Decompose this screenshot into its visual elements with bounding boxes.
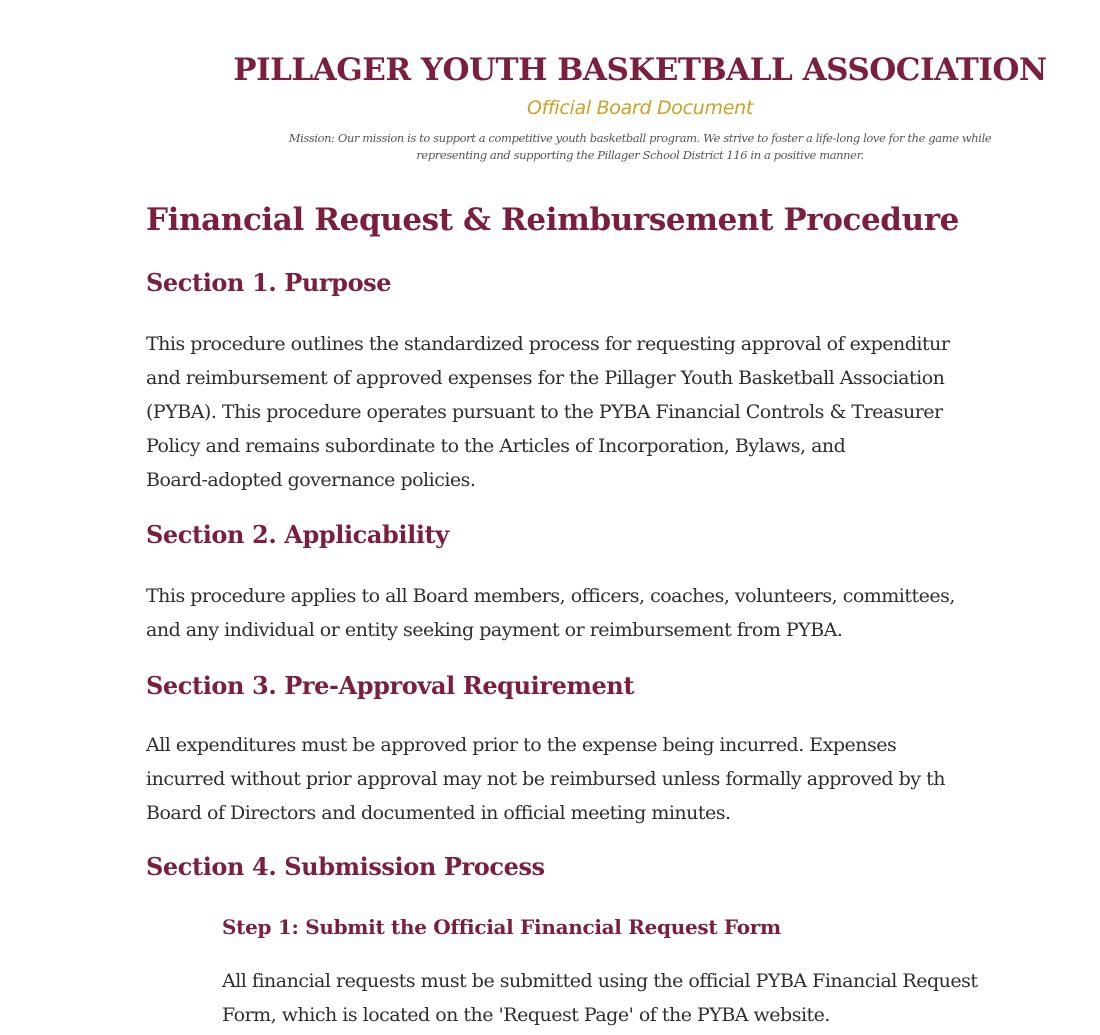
document-title: Financial Request & Reimbursement Procedure (146, 202, 959, 238)
text-line: All financial requests must be submitted using the official PYBA Financial Request (222, 970, 978, 992)
org-title: PILLAGER YOUTH BASKETBALL ASSOCIATION (233, 52, 1047, 88)
section-2-body (146, 579, 955, 647)
section-2-heading: Section 2. Applicability (146, 520, 449, 549)
text-line: Board of Directors and documented in official meeting minutes. (146, 802, 731, 824)
text-line: This procedure applies to all Board members, officers, coaches, volunteers, committees, (146, 585, 955, 607)
text-line: All expenditures must be approved prior to the expense being incurred. Expenses (146, 734, 897, 756)
section-4-heading: Section 4. Submission Process (146, 852, 545, 881)
text-line: Form, which is located on the 'Request Page' of the PYBA website. (222, 1004, 830, 1026)
text-line: (PYBA). This procedure operates pursuant to the PYBA Financial Controls & Treasurer (146, 401, 943, 423)
mission-statement (180, 130, 1100, 164)
text-line: This procedure outlines the standardized process for requesting approval of expenditur (146, 333, 950, 355)
step-1-heading: Step 1: Submit the Official Financial Request Form (222, 915, 781, 939)
mission-line: representing and supporting the Pillager School District 116 in a positive manner. (416, 148, 864, 162)
text-line: Board-adopted governance policies. (146, 469, 476, 491)
mission-line: Mission: Our mission is to support a competitive youth basketball program. We strive to foster a life-long love for the game while (288, 131, 992, 145)
text-line: Policy and remains subordinate to the Articles of Incorporation, Bylaws, and (146, 435, 846, 457)
text-line: incurred without prior approval may not be reimbursed unless formally approved by th (146, 768, 945, 790)
text-line: and reimbursement of approved expenses for the Pillager Youth Basketball Association (146, 367, 945, 389)
text-line: and any individual or entity seeking payment or reimbursement from PYBA. (146, 619, 843, 641)
section-3-heading: Section 3. Pre-Approval Requirement (146, 671, 635, 700)
section-3-body (146, 728, 945, 830)
section-1-body (146, 327, 949, 497)
section-1-heading: Section 1. Purpose (146, 268, 392, 297)
document-subtitle: Official Board Document (526, 97, 754, 119)
step-1-body (222, 964, 977, 1032)
